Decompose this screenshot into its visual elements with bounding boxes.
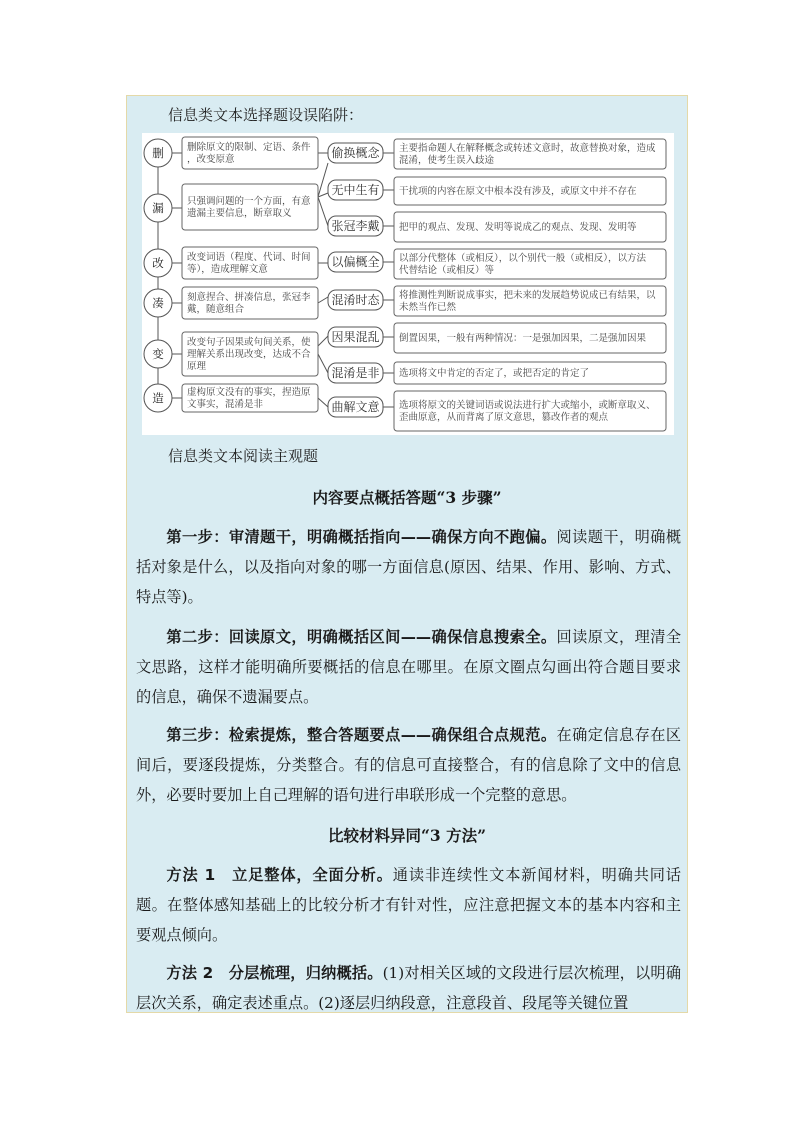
trap-node-label: 无中生有 xyxy=(331,183,380,197)
diagram-text: 改变句子因果或句间关系，使理解关系出现改变，达成不合原理 xyxy=(187,337,311,372)
trap-node-label: 偷换概念 xyxy=(331,146,380,160)
left-text-box xyxy=(182,184,318,230)
right-text-box xyxy=(394,391,666,431)
step-heading: 第二步：回读原文，明确概括区间——确保信息搜索全。 xyxy=(166,628,557,646)
diagram-text: 删除原文的限制、定语、条件，改变原意 xyxy=(187,142,311,165)
step-heading: 第三步：检索提炼，整合答题要点——确保组合点规范。 xyxy=(166,726,557,744)
diagram-text: 刻意捏合、拼凑信息，张冠李戴，随意组合 xyxy=(187,292,311,315)
diagram-text: 倒置因果，一般有两种情况：一是强加因果，二是强加因果 xyxy=(399,333,647,344)
step-text: 在确定信息存在区间后，要逐段提炼，分类整合。有的信息可直接整合，有的信息除了文中的信息外，必要时要加上自己理解的语句进行串联形成一个完整的意思。 xyxy=(136,726,682,804)
step-paragraph xyxy=(136,720,681,810)
diagram-text: 虚构原文没有的事实，捏造原文事实，混淆是非 xyxy=(187,387,311,410)
diagram-text: 将推测性判断说成事实，把未来的发展趋势说成已有结果，以未然当作已然 xyxy=(399,290,656,313)
step-text: 阅读题干，明确概括对象是什么，以及指向对象的哪一方面信息(原因、结果、作用、影响、方式、特点等)。 xyxy=(136,528,682,606)
trap-node-label: 混淆是非 xyxy=(331,366,380,380)
method-paragraph xyxy=(136,860,681,950)
section1-title: 内容要点概括答题“3 步骤” xyxy=(312,488,502,507)
diagram-text: 选项将原文的关键词语或说法进行扩大或缩小，或断章取义、歪曲原意，从而背离了原文意思，篡改作者的观点 xyxy=(399,400,656,423)
trap-diagram-svg xyxy=(142,133,674,435)
trap-node-label: 混淆时态 xyxy=(331,293,380,307)
left-node-label: 漏 xyxy=(152,201,164,215)
method-heading: 方法 1 立足整体，全面分析。 xyxy=(166,866,393,884)
method-heading: 方法 2 分层梳理，归纳概括。 xyxy=(166,964,383,982)
trap-node-label: 曲解文意 xyxy=(331,400,380,414)
step-text: 回读原文，理清全文思路，这样才能明确所要概括的信息在哪里。在原文圈点勾画出符合题目要求的信息，确保不遗漏要点。 xyxy=(136,628,682,706)
choice-question-label: 信息类文本选择题设误陷阱： xyxy=(168,106,364,124)
trap-node-label: 张冠李戴 xyxy=(331,219,380,233)
diagram-text: 主要指命题人在解释概念或转述文意时，故意替换对象，造成混淆，使考生误入歧途 xyxy=(399,143,656,166)
diagram-text: 以部分代整体（或相反），以个别代一般（或相反），以方法代替结论（或相反）等 xyxy=(399,253,647,276)
left-node-label: 改 xyxy=(152,256,164,270)
left-node-label: 凑 xyxy=(152,296,164,310)
method-paragraph xyxy=(136,958,681,1018)
diagram-text: 把甲的观点、发现、发明等说成乙的观点、发现、发明等 xyxy=(399,222,637,233)
diagram-text: 只强调问题的一个方面，有意遗漏主要信息，断章取义 xyxy=(187,196,311,219)
left-node-label: 删 xyxy=(152,146,164,160)
left-node-label: 变 xyxy=(152,347,164,361)
step-heading: 第一步：审清题干，明确概括指向——确保方向不跑偏。 xyxy=(166,528,557,546)
method-text: (1)对相关区域的文段进行层次梳理，以明确层次关系，确定表述重点。(2)逐层归纳段意，注意段首、段尾等关键位置 xyxy=(136,964,682,1012)
middle-trap-nodes xyxy=(328,143,383,417)
trap-node-label: 以偏概全 xyxy=(331,255,380,269)
trap-node-label: 因果混乱 xyxy=(331,330,380,344)
section2-title: 比较材料异同“3 方法” xyxy=(327,826,486,845)
subjective-question-label: 信息类文本阅读主观题 xyxy=(168,447,319,465)
diagram-text: 选项将文中肯定的否定了，或把否定的肯定了 xyxy=(399,368,590,379)
step-paragraph xyxy=(136,622,681,712)
diagram-text: 改变词语（程度、代词、时间等），造成理解文意 xyxy=(187,252,311,275)
left-node-label: 造 xyxy=(152,391,164,405)
method-text: 通读非连续性文本新闻材料，明确共同话题。在整体感知基础上的比较分析才有针对性，应注意把握文本的基本内容和主要观点倾向。 xyxy=(136,866,681,944)
diagram-text: 干扰项的内容在原文中根本没有涉及，或原文中并不存在 xyxy=(399,186,637,197)
trap-diagram xyxy=(142,133,674,435)
step-paragraph xyxy=(136,522,681,612)
